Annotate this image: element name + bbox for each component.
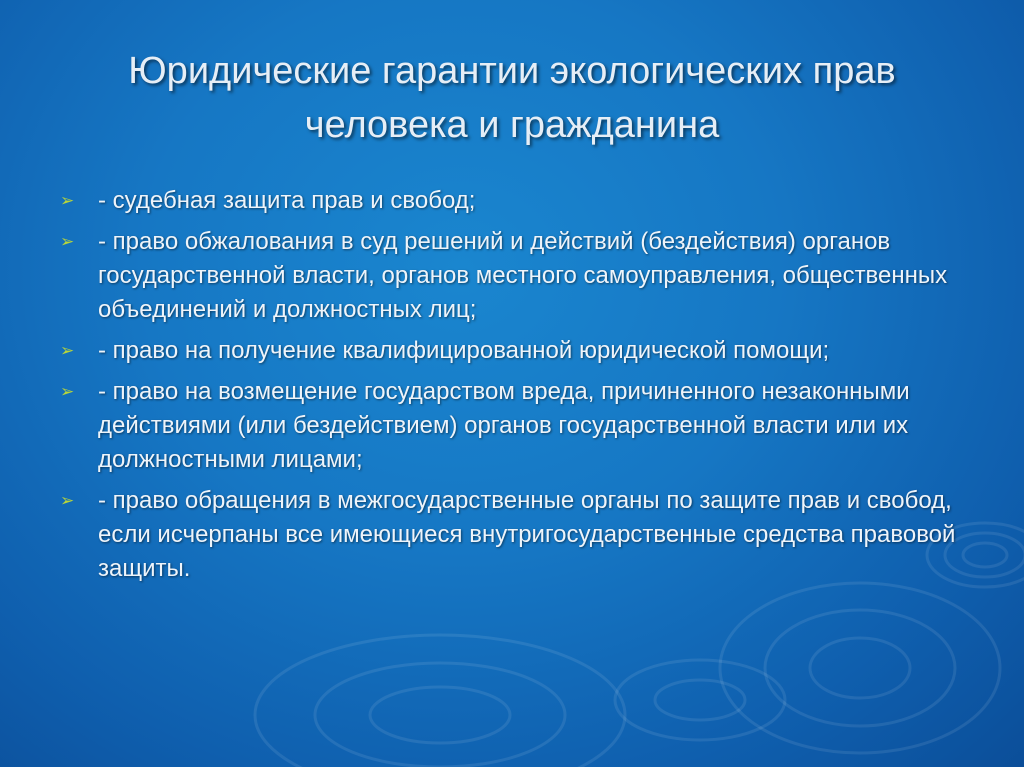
arrow-bullet-icon: ➢ — [60, 382, 75, 401]
slide-title-line-1: Юридические гарантии экологических прав — [128, 50, 896, 92]
bullet-item-right-to-appeal — [60, 225, 960, 327]
bullet-text: - право обращения в межгосударственные органы по защите прав и свобод, если исчерпаны все имеющиеся внутригосударственные средства правовой защиты. — [98, 487, 956, 582]
bullet-text: - судебная защита прав и свобод; — [98, 187, 476, 214]
bullet-text: - право обжалования в суд решений и действий (бездействия) органов государственной власти, органов местного самоуправления, общественных объединений и должностных лиц; — [98, 228, 948, 323]
bullet-item-damage-compensation — [60, 375, 960, 477]
slide-title — [40, 44, 984, 152]
arrow-bullet-icon: ➢ — [60, 341, 75, 360]
bullet-item-judicial-protection — [60, 184, 960, 218]
bullet-item-legal-assistance — [60, 334, 960, 368]
bullet-item-interstate-bodies — [60, 484, 960, 586]
bullet-text: - право на возмещение государством вреда, причиненного незаконными действиями (или бездействием) органов государственной власти или их должностными лицами; — [98, 378, 910, 473]
arrow-bullet-icon: ➢ — [60, 491, 75, 510]
bullet-list — [60, 184, 960, 593]
arrow-bullet-icon: ➢ — [60, 191, 75, 210]
arrow-bullet-icon: ➢ — [60, 232, 75, 251]
slide-title-line-2: человека и гражданина — [304, 104, 720, 146]
bullet-text: - право на получение квалифицированной юридической помощи; — [98, 337, 830, 364]
